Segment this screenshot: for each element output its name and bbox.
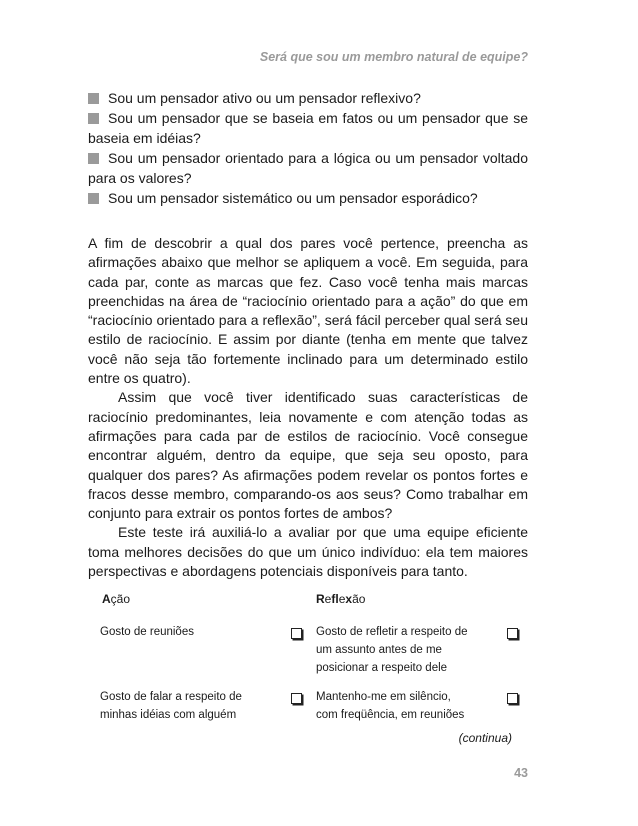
column-header-reflection: Reflexão xyxy=(316,592,366,606)
continued-note: (continua) xyxy=(458,731,512,745)
question-item: Sou um pensador que se baseia em fatos ou um pensador que se baseia em idéias? xyxy=(88,110,528,146)
checkbox[interactable] xyxy=(291,693,302,704)
body-text xyxy=(88,234,528,581)
checkbox[interactable] xyxy=(291,628,302,639)
table-row-left: Gosto de reuniões xyxy=(100,626,194,638)
checkbox[interactable] xyxy=(507,693,518,704)
running-header: Será que sou um membro natural de equipe? xyxy=(259,50,528,64)
column-header-action: Ação xyxy=(102,592,131,606)
paragraph: Assim que você tiver identificado suas características de raciocínio predominantes, leia novamente e com atenção todas as afirmações para cada par de estilos de raciocínio. Você consegue encontrar alguém, dentro da equipe, que seja seu oposto, para qualquer dos pares? As afirmações podem revelar os pontos fortes e fracos desse membro, comparando-os aos seus? Como trabalhar em conjunto para extrair os pontos fortes de ambos? xyxy=(88,389,528,522)
square-bullet-icon xyxy=(88,153,99,164)
table-row-right: Mantenho-me em silêncio, com freqüência, em reuniões xyxy=(316,691,465,721)
table-row-left: Gosto de falar a respeito de minhas idéias com alguém xyxy=(100,691,242,721)
paragraph: Este teste irá auxiliá-lo a avaliar por que uma equipe eficiente toma melhores decisões do que um único indivíduo: ela tem maiores perspectivas e abordagens potenciais disponíveis para tanto. xyxy=(88,524,528,580)
question-item: Sou um pensador orientado para a lógica ou um pensador voltado para os valores? xyxy=(88,150,528,186)
paragraph: A fim de descobrir a qual dos pares você pertence, preencha as afirmações abaixo que melhor se apliquem a você. Em seguida, para cada par, conte as marcas que fez. Caso você tenha mais marcas preenchidas na área de “raciocínio orientado para a ação” do que em “raciocínio orientado para a reflexão”, será fácil perceber qual será seu estilo de raciocínio. E assim por diante (tenha em mente que talvez você não seja tão fortemente inclinado para um determinado estilo entre os quatro). xyxy=(88,235,528,387)
question-list xyxy=(88,88,528,208)
checkbox[interactable] xyxy=(507,628,518,639)
square-bullet-icon xyxy=(88,93,99,104)
question-item: Sou um pensador ativo ou um pensador reflexivo? xyxy=(88,88,528,108)
square-bullet-icon xyxy=(88,113,99,124)
question-item: Sou um pensador sistemático ou um pensador esporádico? xyxy=(88,188,528,208)
page-number: 43 xyxy=(514,766,528,780)
square-bullet-icon xyxy=(88,193,99,204)
table-row-right: Gosto de refletir a respeito de um assunto antes de me posicionar a respeito dele xyxy=(316,626,468,674)
